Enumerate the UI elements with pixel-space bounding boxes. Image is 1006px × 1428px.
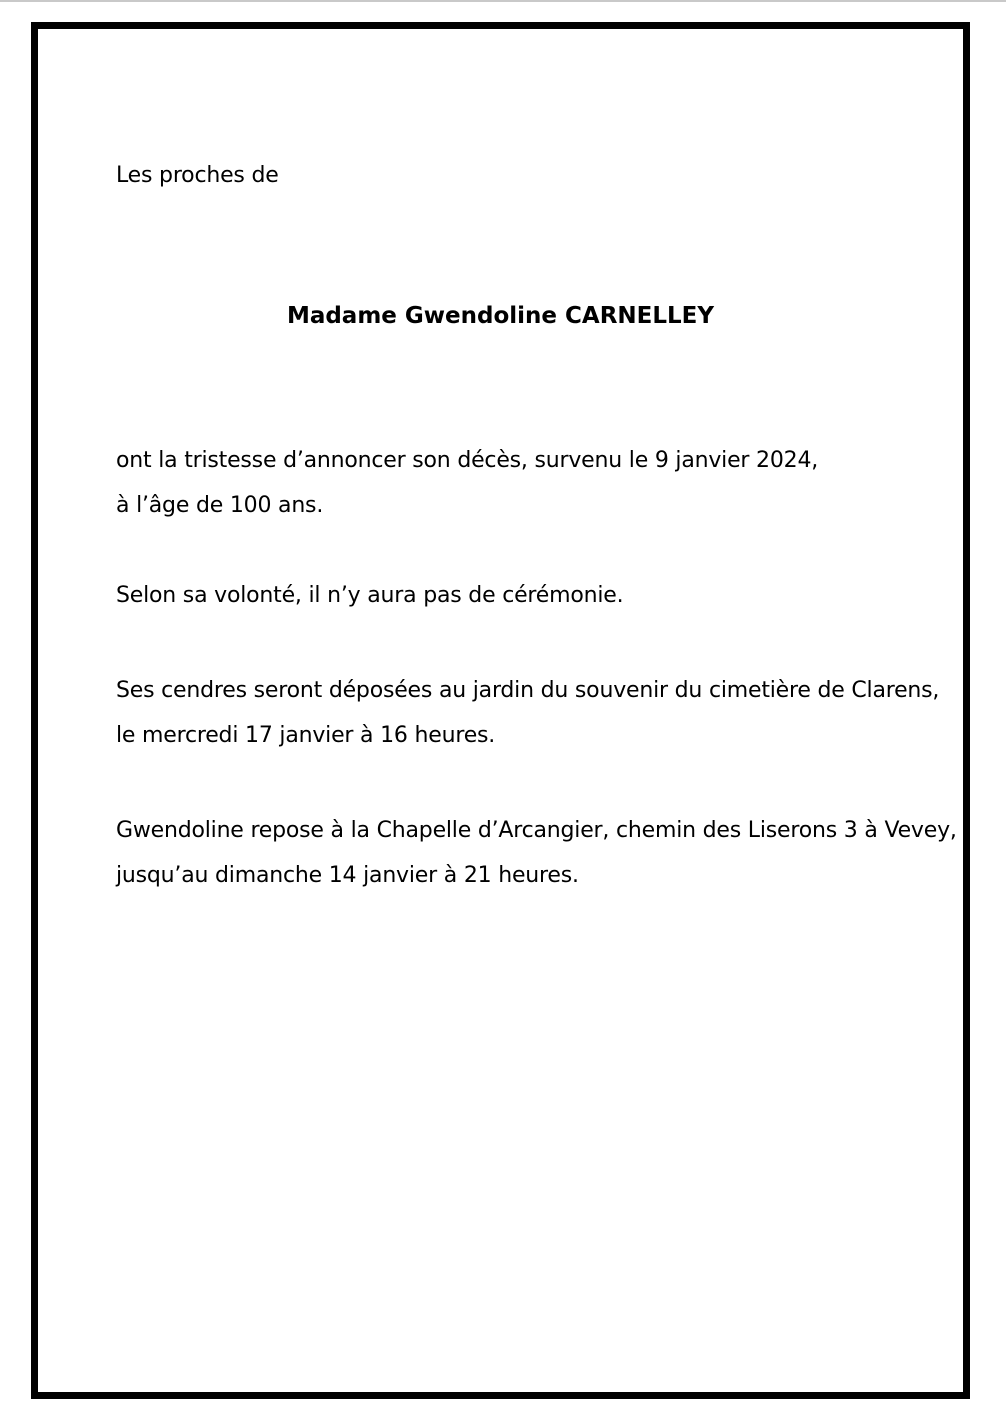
death-paragraph bbox=[116, 438, 970, 528]
ashes-paragraph-line-2: le mercredi 17 janvier à 16 heures. bbox=[116, 723, 496, 748]
deceased-name: Madame Gwendoline CARNELLEY bbox=[286, 303, 715, 329]
repose-paragraph-line-1: Gwendoline repose à la Chapelle d’Arcangier, chemin des Liserons 3 à Vevey, bbox=[116, 818, 957, 843]
ashes-paragraph-line-1: Ses cendres seront déposées au jardin du souvenir du cimetière de Clarens, bbox=[116, 678, 940, 703]
page-top-edge bbox=[0, 0, 1006, 2]
intro-text: Les proches de bbox=[116, 163, 279, 188]
ceremony-paragraph bbox=[116, 573, 970, 618]
repose-paragraph-line-2: jusqu’au dimanche 14 janvier à 21 heures. bbox=[116, 863, 579, 888]
death-paragraph-line-1: ont la tristesse d’annoncer son décès, survenu le 9 janvier 2024, bbox=[116, 448, 819, 473]
repose-paragraph bbox=[116, 808, 970, 898]
ceremony-paragraph-line-1: Selon sa volonté, il n’y aura pas de cérémonie. bbox=[116, 583, 624, 608]
death-paragraph-line-2: à l’âge de 100 ans. bbox=[116, 493, 324, 518]
ashes-paragraph bbox=[116, 668, 970, 758]
